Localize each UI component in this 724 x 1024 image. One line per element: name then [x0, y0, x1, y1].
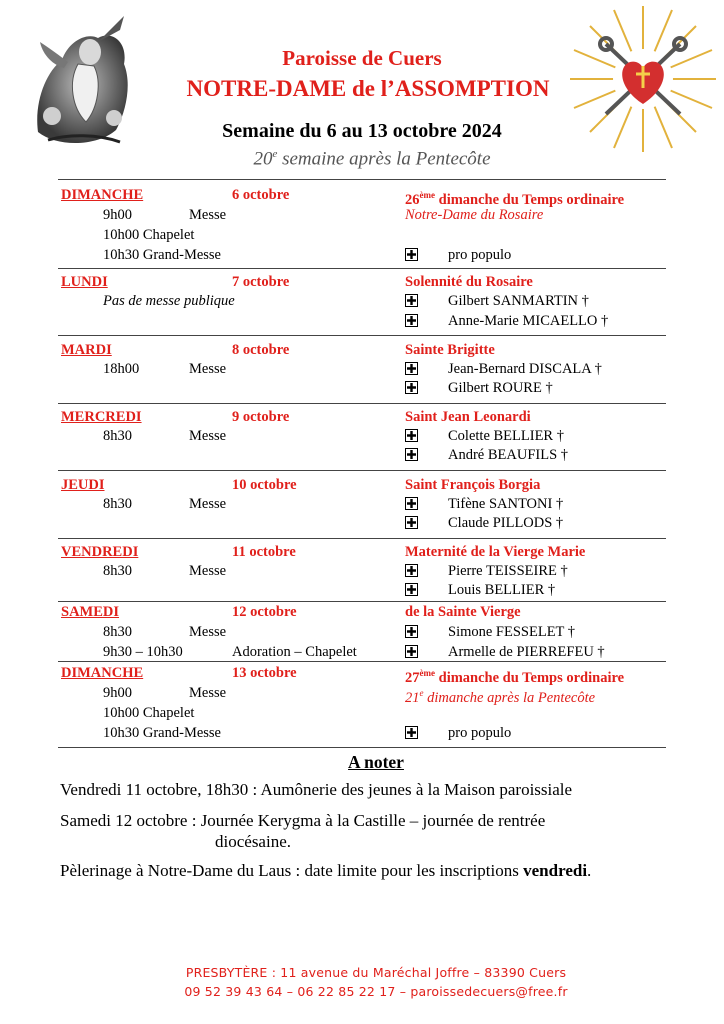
parish-name: Paroisse de Cuers [282, 46, 442, 70]
note-item: diocésaine. [215, 832, 291, 851]
cross-box-icon [405, 429, 418, 442]
schedule-label: Messe [189, 624, 227, 640]
schedule-label: Messe [189, 496, 227, 512]
cross-box-icon [405, 294, 418, 307]
day-name: LUNDI [61, 274, 108, 290]
feast-title: 27ème dimanche du Temps ordinaire [405, 668, 625, 686]
intention: Pierre TEISSEIRE † [448, 563, 568, 579]
day-name: MARDI [61, 342, 112, 358]
cross-box-icon [405, 625, 418, 638]
day-date: 12 octobre [232, 604, 297, 620]
intention: Armelle de PIERREFEU † [448, 644, 605, 660]
day-date: 7 octobre [232, 274, 290, 290]
schedule-time: 9h00 [103, 207, 132, 223]
day-date: 9 octobre [232, 409, 290, 425]
intention: Anne-Marie MICAELLO † [448, 313, 609, 329]
intention: André BEAUFILS † [448, 447, 569, 463]
schedule-time: 9h30 – 10h30 [103, 644, 183, 660]
feast-title: Solennité du Rosaire [405, 274, 533, 290]
cross-box-icon [405, 583, 418, 596]
schedule-label: Messe [189, 361, 227, 377]
feast-title: Saint François Borgia [405, 477, 541, 493]
cross-box-icon [405, 314, 418, 327]
schedule-time: 10h30 Grand-Messe [103, 247, 221, 263]
intention: Tifène SANTONI † [448, 496, 564, 512]
cross-box-icon [405, 645, 418, 658]
day-note: Pas de messe publique [103, 293, 235, 309]
footer-contact: 09 52 39 43 64 – 06 22 85 22 17 – paroissedecuers@free.fr [184, 984, 568, 999]
divider [58, 538, 666, 539]
divider [58, 335, 666, 336]
schedule-label: Messe [189, 563, 227, 579]
cross-box-icon [405, 516, 418, 529]
day-date: 11 octobre [232, 544, 296, 560]
cross-box-icon [405, 381, 418, 394]
divider [58, 179, 666, 180]
schedule-time: 8h30 [103, 563, 132, 579]
intention: pro populo [448, 725, 512, 741]
note-item: Pèlerinage à Notre-Dame du Laus : date limite pour les inscriptions vendredi. [60, 861, 592, 880]
feast-title: de la Sainte Vierge [405, 604, 521, 620]
cross-box-icon [405, 362, 418, 375]
week-title: Semaine du 6 au 13 octobre 2024 [222, 120, 502, 142]
schedule-label: Messe [189, 685, 227, 701]
intention: Simone FESSELET † [448, 624, 576, 640]
day-date: 13 octobre [232, 665, 297, 681]
schedule-time: 10h00 Chapelet [103, 705, 195, 721]
footer-address: PRESBYTÈRE : 11 avenue du Maréchal Joffre – 83390 Cuers [185, 965, 567, 980]
schedule-label: Adoration – Chapelet [232, 644, 357, 660]
day-name: MERCREDI [61, 409, 142, 425]
feast-subtitle: Notre-Dame du Rosaire [405, 207, 544, 223]
cross-box-icon [405, 448, 418, 461]
feast-title: 26ème dimanche du Temps ordinaire [405, 190, 625, 208]
divider [58, 661, 666, 662]
schedule-time: 10h30 Grand-Messe [103, 725, 221, 741]
divider [58, 403, 666, 404]
day-name: SAMEDI [61, 604, 120, 620]
cross-box-icon [405, 497, 418, 510]
notes-title: A noter [348, 752, 404, 772]
day-name: VENDREDI [61, 544, 139, 560]
intention: Gilbert SANMARTIN † [448, 293, 589, 309]
intention: Claude PILLODS † [448, 515, 564, 531]
intention: Jean-Bernard DISCALA † [448, 361, 602, 377]
week-after-pentecost: 20e semaine après la Pentecôte [253, 148, 491, 170]
schedule-time: 8h30 [103, 624, 132, 640]
day-date: 8 octobre [232, 342, 290, 358]
schedule-time: 10h00 Chapelet [103, 227, 195, 243]
schedule-time: 9h00 [103, 685, 132, 701]
day-name: DIMANCHE [61, 187, 144, 203]
cross-box-icon [405, 248, 418, 261]
schedule-time: 8h30 [103, 428, 132, 444]
schedule-time: 18h00 [103, 361, 140, 377]
feast-title: Saint Jean Leonardi [405, 409, 531, 425]
cross-box-icon [405, 726, 418, 739]
feast-subtitle: 21e dimanche après la Pentecôte [405, 688, 596, 706]
schedule-label: Messe [189, 207, 227, 223]
note-item: Samedi 12 octobre : Journée Kerygma à la Castille – journée de rentrée [60, 811, 546, 830]
divider [58, 747, 666, 748]
note-item: Vendredi 11 octobre, 18h30 : Aumônerie des jeunes à la Maison paroissiale [60, 780, 573, 799]
intention: Louis BELLIER † [448, 582, 556, 598]
divider [58, 601, 666, 602]
divider [58, 268, 666, 269]
schedule-time: 8h30 [103, 496, 132, 512]
day-name: JEUDI [61, 477, 105, 493]
intention: Gilbert ROURE † [448, 380, 553, 396]
intention: Colette BELLIER † [448, 428, 564, 444]
feast-title: Sainte Brigitte [405, 342, 495, 358]
cross-box-icon [405, 564, 418, 577]
day-date: 6 octobre [232, 187, 290, 203]
schedule-label: Messe [189, 428, 227, 444]
divider [58, 470, 666, 471]
day-name: DIMANCHE [61, 665, 144, 681]
intention: pro populo [448, 247, 512, 263]
day-date: 10 octobre [232, 477, 297, 493]
church-name: NOTRE-DAME de l’ASSOMPTION [186, 76, 550, 101]
feast-title: Maternité de la Vierge Marie [405, 544, 586, 560]
